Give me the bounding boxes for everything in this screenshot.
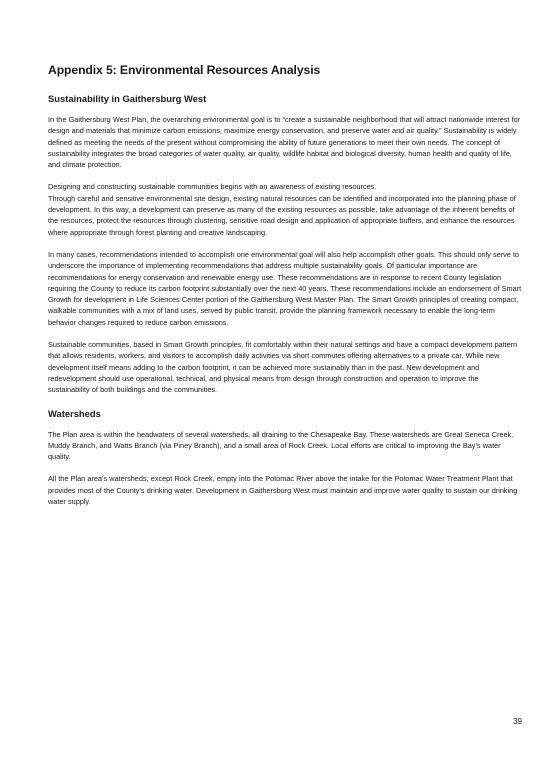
appendix-title: Appendix 5: Environmental Resources Analysis xyxy=(48,63,321,77)
page-content xyxy=(48,62,522,507)
paragraph: Through careful and sensitive environmental site design, existing natural resources can be identified and incorporated into the planning phase of development. In this way, a development can preserve as many of the existing resources as possible, take advantage of the inherent benefits of the resources, protect the resources through clustering, sensitive road design and application of appropriate buffers, and enhance the resources where appropriate through forest planting and creative landscaping. xyxy=(48,193,516,237)
paragraph: Sustainable communities, based in Smart Growth principles, fit comfortably within their natural settings and have a compact development pattern that allows residents, workers, and visitors to accomplish daily activities via short commutes offering alternatives to a private car. While new development itself means adding to the carbon footprint, it can be achieved more sustainably than in the past. New development and redevelopment should use operational, technical, and physical means from design through construction and operation to improve the sustainability of both buildings and the communities. xyxy=(48,340,518,395)
section-heading-sustainability: Sustainability in Gaithersburg West xyxy=(48,93,207,104)
paragraph: In many cases, recommendations intended to accomplish one environmental goal will also help accomplish other goals. This should only serve to underscore the importance of implementing recommendations that address multiple sustainability goals. Of particular importance are recommendations for energy conservation and renewable energy use. These recommendations are in response to recent County legislation requiring the County to reduce its carbon footprint substantially over the next 40 years. These recommendations include an endorsement of Smart Growth for development in Life Sciences Center portion of the Gaithersburg West Master Plan. The Smart Growth principles of creating compact, walkable communities with a mix of land uses, served by public transit, provide the planning framework necessary to enable the long-term behavior changes required to reduce carbon emissions. xyxy=(48,249,522,327)
paragraph: In the Gaithersburg West Plan, the overarching environmental goal is to “create a sustainable neighborhood that will attract nationwide interest for design and materials that minimize carbon emissions, maximize energy conservation, and preserve water and air quality.” Sustainability is widely defined as meeting the needs of the present without compromising the ability of future generations to meet their own needs. The concept of sustainability integrates the broad categories of water quality, air quality, wildlife habitat and biological diversity, human health and quality of life, and climate protection. xyxy=(48,115,521,170)
page-number: 39 xyxy=(513,717,522,726)
paragraph: Designing and constructing sustainable communities begins with an awareness of existing resources. xyxy=(48,182,377,192)
paragraph: All the Plan area’s watersheds, except Rock Creek, empty into the Potomac River above the intake for the Potomac Water Treatment Plant that provides most of the County’s drinking water. Development in Gaithersburg West must maintain and improve water quality to sustain our drinking water supply. xyxy=(48,474,518,507)
section-heading-watersheds: Watersheds xyxy=(48,407,101,419)
paragraph: The Plan area is within the headwaters of several watersheds, all draining to the Chesapeake Bay. These watersheds are Great Seneca Creek, Muddy Branch, and Watts Branch (via Piney Branch), and a small area of Rock Creek. Local efforts are critical to improving the Bay’s water quality. xyxy=(48,429,514,462)
